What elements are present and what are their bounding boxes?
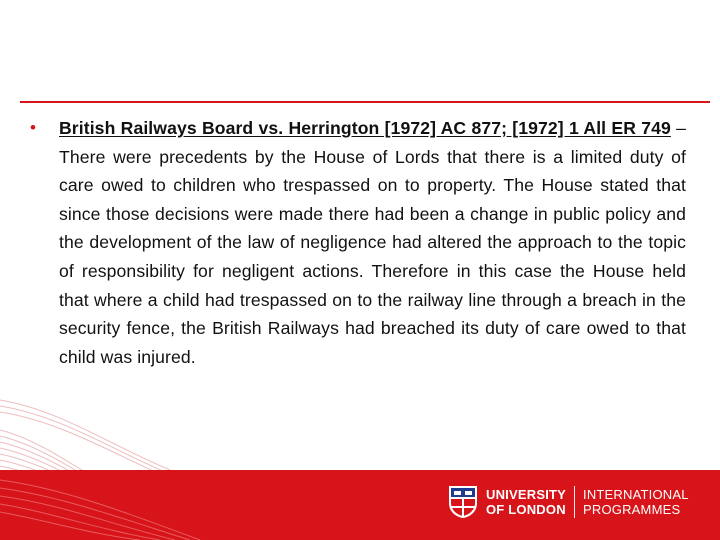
bullet-point: • — [30, 118, 36, 137]
university-logo — [448, 482, 689, 522]
university-name — [486, 487, 566, 517]
bullet-item — [30, 114, 686, 371]
top-divider-line — [20, 101, 710, 103]
case-description: – There were precedents by the House of Lords that there is a limited duty of care owed to children who trespassed on to property. The House stated that since those decisions were made there had been a change in public policy and the development of the law of negligence had altered the approach to the topic of responsibility for negligent actions. Therefore in this case the House held that where a child had trespassed on to the railway line through a breach in the security fence, the British Railways had breached its duty of care owed to that child was injured. — [59, 118, 687, 367]
logo-separator — [574, 486, 575, 518]
programme-line-1: INTERNATIONAL — [583, 487, 689, 502]
paragraph — [59, 114, 686, 371]
case-citation: British Railways Board vs. Herrington [1972] AC 877; [1972] 1 All ER 749 — [59, 118, 671, 138]
programme-name — [583, 487, 689, 517]
logo-line-2: OF LONDON — [486, 502, 566, 517]
content-area — [30, 114, 686, 371]
logo-line-1: UNIVERSITY — [486, 487, 567, 502]
programme-line-2: PROGRAMMES — [583, 502, 681, 517]
university-crest-icon — [448, 485, 478, 519]
